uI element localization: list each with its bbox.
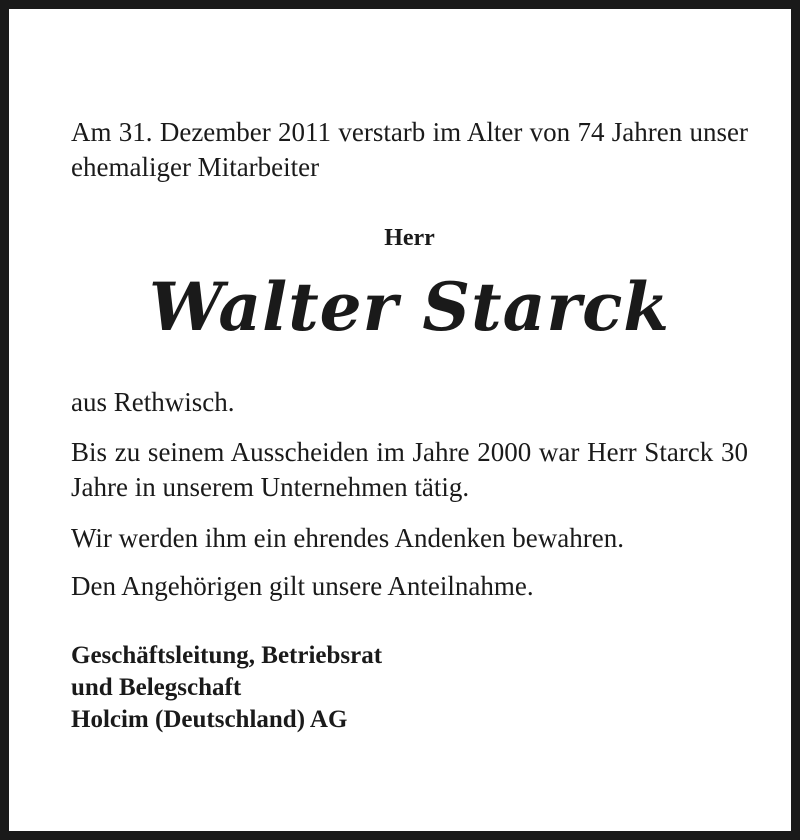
deceased-name: Walter Starck xyxy=(148,268,671,346)
intro-text: Am 31. Dezember 2011 verstarb im Alter von 74 Jahren unser ehemaliger Mitarbeiter xyxy=(71,117,748,182)
honorific: Herr xyxy=(384,225,435,251)
signature-block xyxy=(71,640,748,736)
origin-text: aus Rethwisch. xyxy=(71,387,235,417)
remembrance-text: Wir werden ihm ein ehrendes Andenken bewahren. xyxy=(71,523,624,553)
signature-line-2: und Belegschaft xyxy=(71,674,242,701)
condolence-text: Den Angehörigen gilt unsere Anteilnahme. xyxy=(71,571,534,601)
signature-line-1: Geschäftsleitung, Betriebsrat xyxy=(71,642,383,669)
signature-line-3: Holcim (Deutschland) AG xyxy=(71,706,348,733)
tenure-text: Bis zu seinem Ausscheiden im Jahre 2000 war Herr Starck 30 Jahre in unserem Unternehmen tätig. xyxy=(71,437,748,502)
